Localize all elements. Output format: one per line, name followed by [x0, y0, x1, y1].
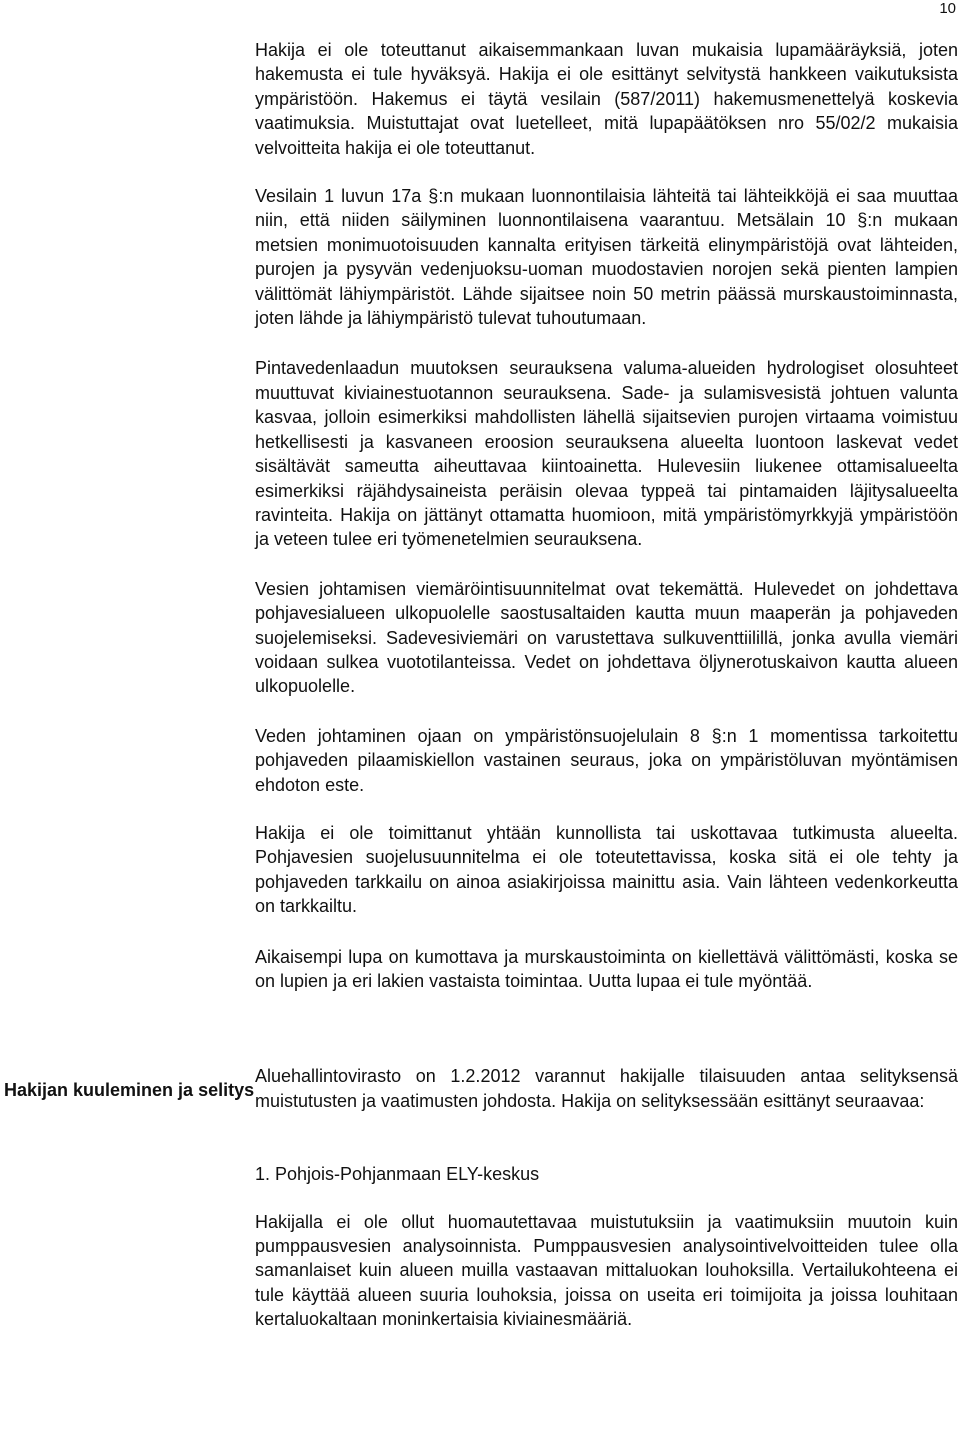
section-heading-hakijan-kuuleminen: Hakijan kuuleminen ja selitys: [4, 1080, 255, 1100]
page-number: 10: [939, 0, 956, 17]
subheading-ely-keskus: 1. Pohjois-Pohjanmaan ELY-keskus: [255, 1164, 540, 1185]
paragraph-4: Vesien johtamisen viemäröintisuunnitelmat ovat tekemättä. Hulevedet on johdettava pohjavesialueen ulkopuolelle saostusaltaiden kautta muun maaperän ja pohjaveden suojelemiseksi. Sadevesiviemäri on varustettava sulkuventtiilillä, jonka avulla viemäri voidaan sulkea vuototilanteissa. Vedet on johdettava öljynerotuskaivon kautta alueen ulkopuolelle.: [255, 578, 958, 697]
paragraph-6: Hakija ei ole toimittanut yhtään kunnollista tai uskottavaa tutkimusta alueelta. Pohjavesien suojelusuunnitelma ei ole toteutettavissa, koska sitä ei ole tehty ja pohjaveden tarkkailu on ainoa asiakirjoissa mainittu asia. Vain lähteen vedenkorkeutta on tarkkailtu.: [255, 822, 958, 917]
paragraph-1: Hakija ei ole toteuttanut aikaisemmankaan luvan mukaisia lupamääräyksiä, joten hakemusta ei tule hyväksyä. Hakija ei ole esittänyt selvitystä hankkeen vaikutuksista ympäristöön. Hakemus ei täytä vesilain (587/2011) hakemusmenettelyä koskevia vaatimuksia. Muistuttajat ovat luetelleet, mitä lupapäätöksen nro 55/02/2 mukaisia velvoitteita hakija ei ole toteuttanut.: [255, 40, 958, 158]
paragraph-8: Aluehallintovirasto on 1.2.2012 varannut hakijalle tilaisuuden antaa selityksensä muistutusten ja vaatimusten johdosta. Hakija on selityksessään esittänyt seuraavaa:: [255, 1066, 958, 1111]
paragraph-2: Vesilain 1 luvun 17a §:n mukaan luonnontilaisia lähteitä tai lähteikköjä ei saa muuttaa niin, että niiden säilyminen luonnontilaisena vaarantuu. Metsälain 10 §:n mukaan metsien monimuotoisuuden kannalta erityisen tärkeitä elinympäristöjä ovat lähteiden, purojen ja pysyvän vedenjuoksu-uoman muodostavien norojen sekä pienten lampien välittömät lähiympäristöt. Lähde sijaitsee noin 50 metrin päässä murskaustoiminnasta, joten lähde ja lähiympäristö tulevat tuhoutumaan.: [255, 186, 958, 329]
paragraph-9: Hakijalla ei ole ollut huomautettavaa muistutuksiin ja vaatimuksiin muutoin kuin pumppausvesien analysoinnista. Pumppausvesien analysointivelvoitteiden tulee olla samanlaiset kuin alueen muilla vastaavan mittaluokan louhoksilla. Vertailukohteena ei tule käyttää alueen suuria louhoksia, joissa on useita eri toimijoita ja joissa louhitaan kertaluokaltaan moninkertaisia kiviainesmääriä.: [255, 1211, 958, 1330]
paragraph-3: Pintavedenlaadun muutoksen seurauksena valuma-alueiden hydrologiset olosuhteet muuttuvat kiviainestuotannon seurauksena. Sade- ja sulamisvesistä johtuen valunta kasvaa, jolloin esimerkiksi mahdollisten lähellä sijaitsevien purojen virtaama voimistuu hetkellisesti ja kasvaneen eroosion seurauksena alueelta luontoon laskevat vedet sisältävät sameutta aiheuttavaa kiintoainetta. Hulevesiin liukenee ottamisalueelta esimerkiksi räjähdysaineista peräisin olevaa typpeä tai pintamaiden läjitysalueelta ravinteita. Hakija on jättänyt ottamatta huomioon, mitä ympäristömyrkkyjä ympäristöön ja veteen tulee eri työmenetelmien seurauksena.: [255, 358, 958, 550]
paragraph-5: Veden johtaminen ojaan on ympäristönsuojelulain 8 §:n 1 momentissa tarkoitettu pohjaveden pilaamiskiellon vastainen seuraus, joka on ympäristöluvan myöntämisen ehdoton este.: [255, 725, 958, 795]
main-text: [255, 38, 958, 1332]
paragraph-7: Aikaisempi lupa on kumottava ja murskaustoiminta on kiellettävä välittömästi, koska se on lupien ja eri lakien vastaista toimintaa. Uutta lupaa ei tule myöntää.: [255, 946, 958, 991]
